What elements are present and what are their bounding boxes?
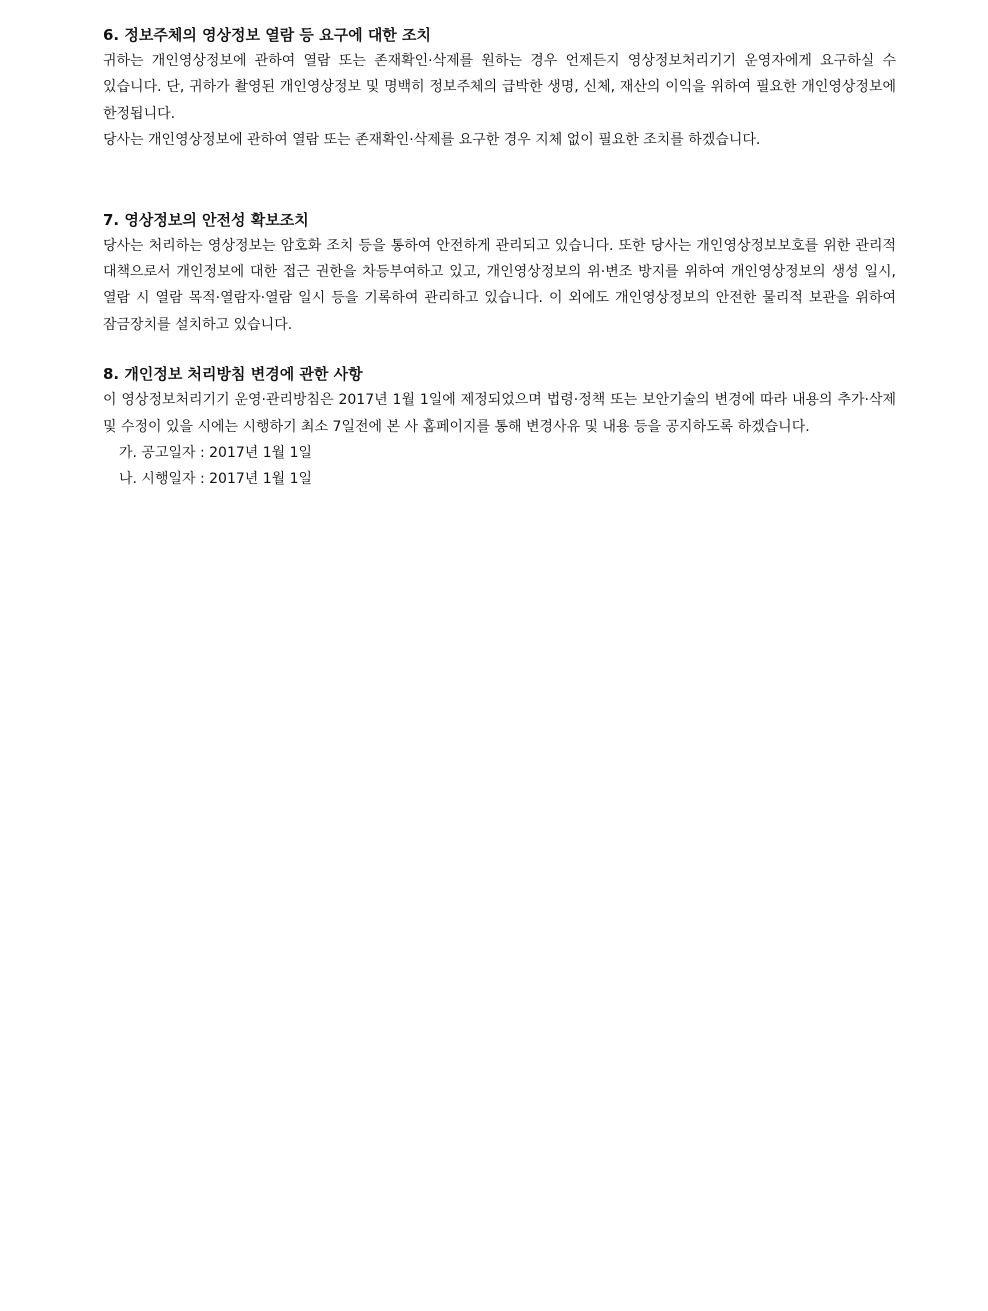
section-paragraph: 당사는 처리하는 영상정보는 암호화 조치 등을 통하여 안전하게 관리되고 있습니다. 또한 당사는 개인영상정보보호를 위한 관리적 대책으로서 개인정보에 대한 접근 권한을 차등부여하고 있고, 개인영상정보의 위·변조 방지를 위하여 개인영상정보의 생성 일시, 열람 시 열람 목적·열람자·열람 일시 등을 기록하여 관리하고 있습니다. 이 외에도 개인영상정보의 안전한 물리적 보관을 위하여 잠금장치를 설치하고 있습니다.: [103, 237, 896, 333]
section-paragraph: 이 영상정보처리기기 운영·관리방침은 2017년 1월 1일에 제정되었으며 법령·정책 또는 보안기술의 변경에 따라 내용의 추가·삭제 및 수정이 있을 시에는 시행하기 최소 7일전에 본 사 홈페이지를 통해 변경사유 및 내용 등을 공지하도록 하겠습니다.: [103, 392, 896, 435]
section-8: [103, 361, 896, 493]
section-7: [103, 207, 896, 339]
document-page: [103, 22, 896, 493]
section-heading: 6. 정보주체의 영상정보 열람 등 요구에 대한 조치: [103, 26, 432, 44]
section-paragraph: 당사는 개인영상정보에 관하여 열람 또는 존재확인·삭제를 요구한 경우 지체 없이 필요한 조치를 하겠습니다.: [103, 132, 761, 149]
section-6: [103, 22, 896, 154]
section-paragraph: 귀하는 개인영상정보에 관하여 열람 또는 존재확인·삭제를 원하는 경우 언제든지 영상정보처리기기 운영자에게 요구하실 수 있습니다. 단, 귀하가 촬영된 개인영상정보 및 명백히 정보주체의 급박한 생명, 신체, 재산의 이익을 위하여 필요한 개인영상정보에 한정됩니다.: [103, 53, 896, 122]
list-item: 나. 시행일자 : 2017년 1월 1일: [119, 471, 313, 488]
section-heading: 7. 영상정보의 안전성 확보조치: [103, 210, 309, 229]
date-list: [103, 440, 896, 493]
list-item: 가. 공고일자 : 2017년 1월 1일: [119, 445, 313, 462]
section-heading: 8. 개인정보 처리방침 변경에 관한 사항: [103, 365, 363, 384]
